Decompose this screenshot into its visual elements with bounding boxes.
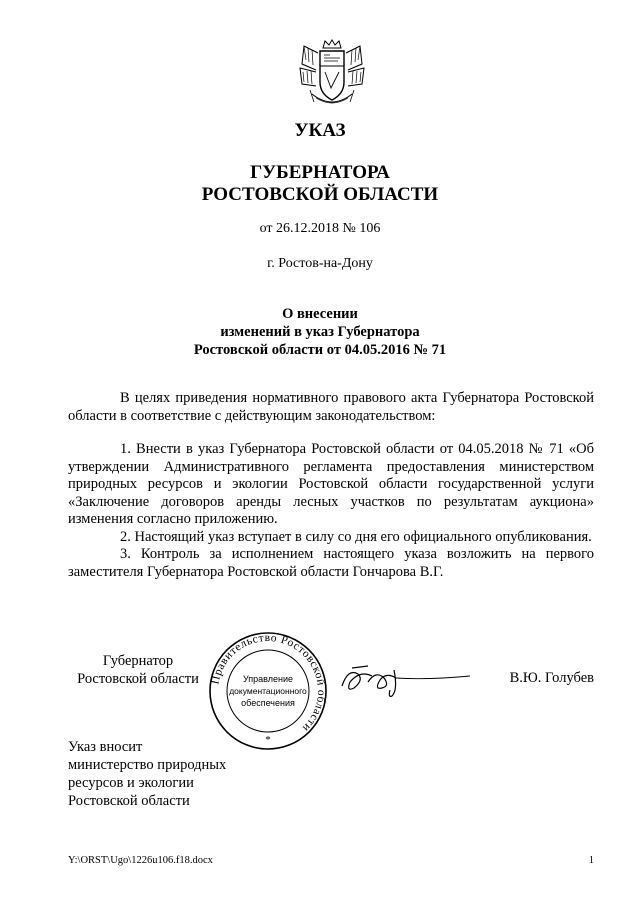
position-line-2: Ростовской области — [77, 671, 199, 687]
position-line-1: Губернатор — [102, 653, 174, 669]
footer-file-path: Y:\ORST\Ugo\1226u106.f18.docx — [68, 855, 213, 866]
decree-date-number: от 26.12.2018 № 106 — [259, 221, 381, 236]
emblem-icon — [294, 38, 370, 110]
stamp-inner-line-2: документационного — [229, 686, 307, 696]
document-type-title: УКАЗ — [294, 120, 346, 141]
subject-line-3: Ростовской области от 04.05.2016 № 71 — [193, 342, 447, 358]
preamble-paragraph: В целях приведения нормативного правового акта Губернатора Ростовской области в соответствие с действующим законодательством: — [68, 390, 594, 424]
submitter-line-1: Указ вносит — [68, 739, 143, 755]
page-number: 1 — [588, 855, 594, 866]
subject-line-1: О внесении — [282, 306, 358, 322]
coat-of-arms-emblem — [294, 38, 370, 110]
signature-scribble-icon — [338, 660, 473, 700]
decree-city: г. Ростов-на-Дону — [267, 256, 373, 271]
stamp-star: * — [265, 734, 271, 746]
submitter-line-3: ресурсов и экологии — [68, 775, 194, 791]
stamp-outer-text: Правительство Ростовской области — [209, 631, 328, 735]
submitter-line-4: Ростовской области — [68, 793, 190, 809]
stamp-inner-line-3: обеспечения — [241, 698, 295, 708]
signatory-position — [68, 652, 208, 688]
submitter-block — [68, 738, 268, 810]
stamp-seal-icon — [207, 630, 329, 752]
subject-line-2: изменений в указ Губернатора — [220, 324, 420, 340]
authority-line-2: РОСТОВСКОЙ ОБЛАСТИ — [201, 184, 439, 205]
official-stamp — [207, 630, 329, 752]
submitter-line-2: министерство природных — [68, 757, 227, 773]
signatory-name: В.Ю. Голубев — [509, 670, 594, 686]
decree-body — [68, 390, 594, 581]
stamp-inner-line-1: Управление — [242, 674, 294, 684]
item-1-paragraph: 1. Внести в указ Губернатора Ростовской области от 04.05.2018 № 71 «Об утверждении Административного регламента предоставления министерством природных ресурсов и экологии Ростовской области государственной услуги «Заключение договоров аренды лесных участков по результатам аукциона» изменения согласно приложению. — [68, 441, 594, 527]
authority-line-1: ГУБЕРНАТОРА — [250, 162, 390, 183]
item-2-paragraph: 2. Настоящий указ вступает в силу со дня его официального опубликования. — [120, 528, 592, 545]
item-3-paragraph: 3. Контроль за исполнением настоящего указа возложить на первого заместителя Губернатора Ростовской области Гончарова В.Г. — [68, 546, 594, 580]
handwritten-signature — [338, 660, 473, 700]
